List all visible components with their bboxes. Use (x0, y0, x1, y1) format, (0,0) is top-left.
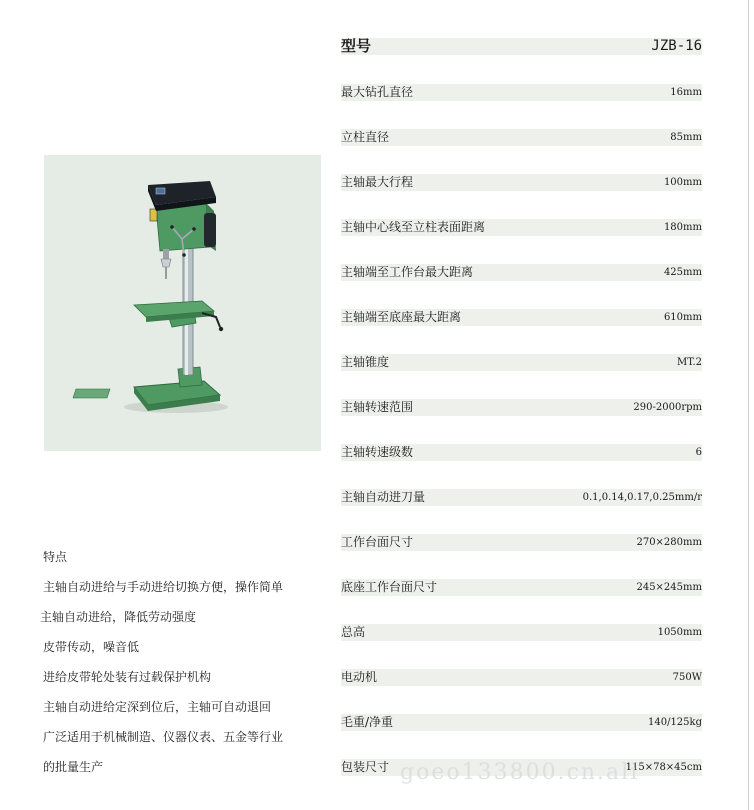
spec-value: 290-2000rpm (633, 402, 702, 413)
spec-row (341, 624, 702, 641)
spec-label: 最大钻孔直径 (341, 85, 414, 99)
spec-label: 底座工作台面尺寸 (341, 580, 438, 594)
spec-value: 1050mm (657, 627, 702, 638)
spec-value: 100mm (663, 177, 702, 188)
spec-row (341, 444, 702, 461)
spec-value: 115×78×45cm (625, 762, 702, 773)
spec-row (341, 579, 702, 596)
spec-value: 85mm (670, 132, 702, 143)
feature-line: 主轴自动进给定深到位后，主轴可自动退回 (43, 700, 272, 714)
model-value: JZB-16 (651, 38, 702, 54)
spec-label: 主轴端至底座最大距离 (341, 310, 462, 324)
spec-label: 主轴最大行程 (341, 175, 414, 189)
spec-value: 425mm (663, 267, 702, 278)
spec-label: 主轴端至工作台最大距离 (341, 265, 474, 279)
spec-value: 140/125kg (647, 717, 702, 728)
spec-label: 主轴锥度 (341, 355, 390, 369)
spec-row (341, 129, 702, 146)
spec-row (341, 84, 702, 101)
spec-value: MT.2 (677, 357, 702, 368)
spec-label: 毛重/净重 (341, 715, 394, 729)
spec-row (341, 309, 702, 326)
spec-value: 0.1,0.14,0.17,0.25mm/r (582, 492, 702, 503)
spec-value: 180mm (663, 222, 702, 233)
spec-row (341, 354, 702, 371)
spec-header-row (341, 38, 702, 55)
spec-label: 工作台面尺寸 (341, 535, 414, 549)
spec-label: 总高 (341, 625, 366, 639)
spec-label: 包装尺寸 (341, 760, 390, 774)
spec-value: 270×280mm (636, 537, 702, 548)
watermark: goeo133800.cn.ali (400, 760, 640, 785)
feature-line: 的批量生产 (43, 760, 104, 774)
feature-line: 皮带传动，噪音低 (43, 640, 140, 654)
model-label: 型号 (341, 37, 372, 55)
spec-row (341, 489, 702, 506)
spec-row (341, 264, 702, 281)
spec-row (341, 714, 702, 731)
spec-value: 16mm (670, 87, 702, 98)
spec-value: 610mm (663, 312, 702, 323)
spec-row (341, 534, 702, 551)
spec-value: 750W (672, 672, 702, 683)
spec-value: 6 (695, 447, 702, 458)
feature-line: 广泛适用于机械制造、仪器仪表、五金等行业 (43, 730, 284, 744)
spec-label: 主轴转速级数 (341, 445, 414, 459)
features-title: 特点 (43, 550, 68, 564)
spec-label: 立柱直径 (341, 130, 390, 144)
spec-label: 主轴转速范围 (341, 400, 414, 414)
feature-line: 主轴自动进给，降低劳动强度 (40, 610, 197, 624)
spec-row (341, 669, 702, 686)
spec-value: 245×245mm (636, 582, 702, 593)
spec-row (341, 219, 702, 236)
feature-line: 主轴自动进给与手动进给切换方便，操作简单 (43, 580, 284, 594)
feature-line: 进给皮带轮处装有过载保护机构 (43, 670, 212, 684)
spec-row (341, 174, 702, 191)
spec-row (341, 399, 702, 416)
spec-label: 主轴中心线至立柱表面距离 (341, 220, 486, 234)
spec-label: 主轴自动进刀量 (341, 490, 426, 504)
spec-label: 电动机 (341, 670, 378, 684)
